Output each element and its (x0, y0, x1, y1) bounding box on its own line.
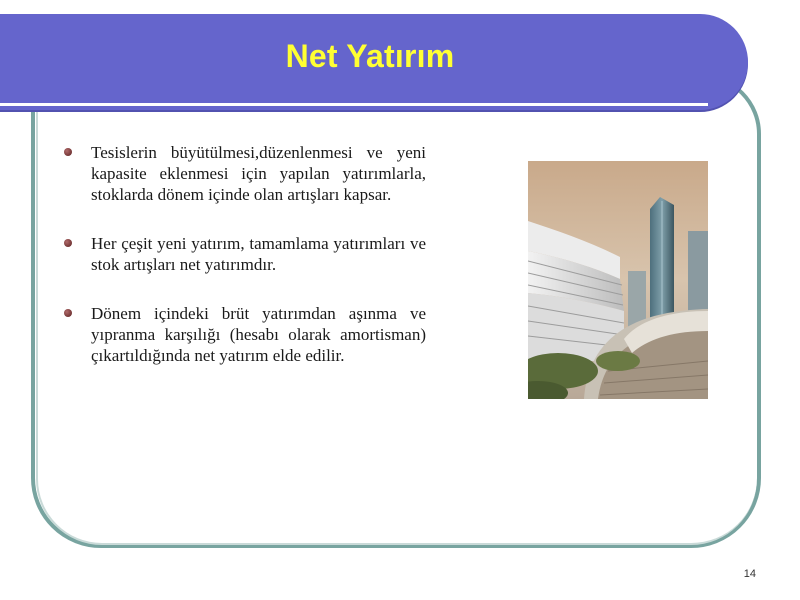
bullet-text-1: Tesislerin büyütülmesi,düzenlenmesi ve yeni kapasite eklenmesi için yapılan yatırımlarla, stoklarda dönem içinde olan artışları kapsar. (91, 143, 426, 204)
bullet-icon (64, 148, 72, 156)
bullet-icon (64, 309, 72, 317)
building-photo (528, 161, 708, 399)
title-underline (0, 103, 708, 106)
slide-title: Net Yatırım (285, 38, 455, 74)
bullet-icon (64, 239, 72, 247)
bullet-list (60, 142, 426, 394)
bullet-text-2: Her çeşit yeni yatırım, tamamlama yatırımları ve stok artışları net yatırımdır. (91, 234, 426, 274)
bullet-item-3 (60, 303, 426, 366)
bullet-item-1 (60, 142, 426, 205)
bullet-text-3: Dönem içindeki brüt yatırımdan aşınma ve yıpranma karşılığı (hesabı olarak amortisman) çıkartıldığında net yatırım elde edilir. (91, 304, 426, 365)
page-number: 14 (743, 568, 756, 580)
bullet-item-2 (60, 233, 426, 275)
